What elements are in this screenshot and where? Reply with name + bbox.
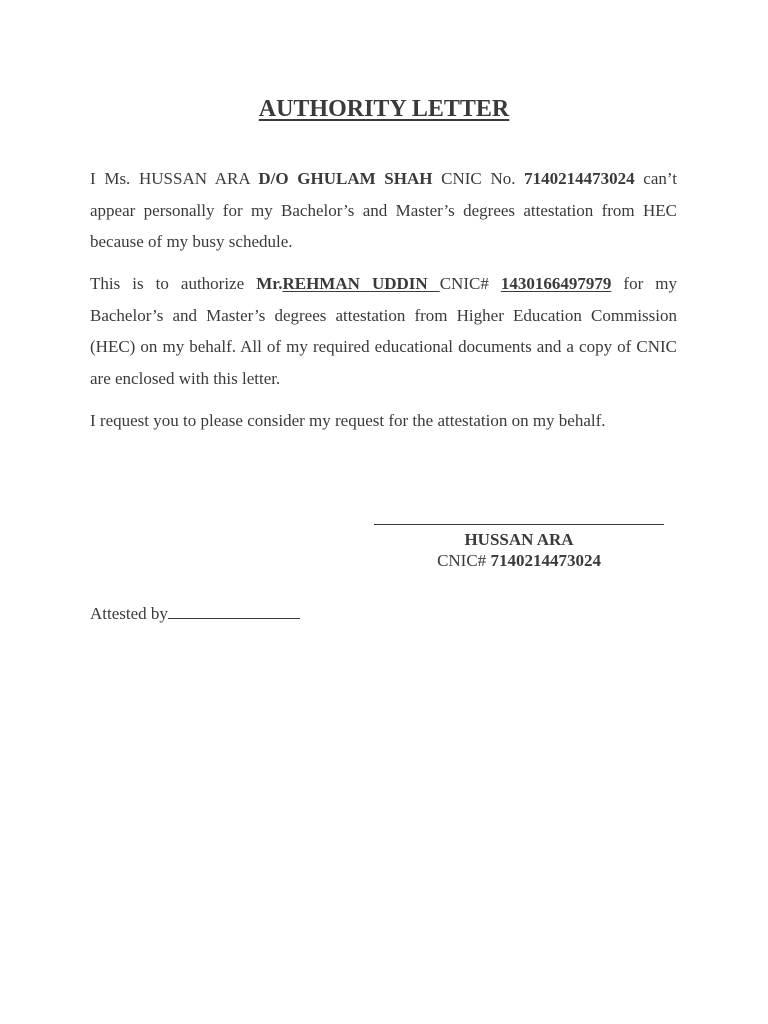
para1-text-3: can’t appear personally for my Bachelor’s and Master’s degrees attestation from HEC because of my busy schedule. <box>90 169 677 251</box>
para2-title: Mr. <box>256 274 283 293</box>
para1-text-2: CNIC No. <box>432 169 525 188</box>
attested-by-label: Attested by <box>90 604 168 623</box>
para2-authorized-cnic: 1430166497979 <box>500 274 612 293</box>
paragraph-declaration <box>90 163 677 258</box>
paragraph-authorization <box>90 268 677 394</box>
paragraph-request: I request you to please consider my request for the attestation on my behalf. <box>90 411 606 430</box>
para2-text-2: CNIC# <box>439 274 501 293</box>
attested-by <box>90 603 300 625</box>
para1-parentage: D/O GHULAM SHAH <box>258 169 433 188</box>
para2-text-1: This is to authorize <box>90 274 257 293</box>
para2-authorized-name: REHMAN UDDIN <box>282 274 440 293</box>
para1-text-1: I Ms. HUSSAN ARA <box>90 169 259 188</box>
attested-by-blank-line <box>168 604 300 619</box>
para1-cnic: 7140214473024 <box>524 169 635 188</box>
letter-title: AUTHORITY LETTER <box>258 96 510 122</box>
para2-text-3: for my Bachelor’s and Master’s degrees attestation from Higher Education Commission (HEC) on my behalf. All of my required educational documents and a copy of CNIC are enclosed with this letter. <box>90 274 677 388</box>
signatory-cnic-value: 7140214473024 <box>490 551 601 570</box>
signatory-cnic-label: CNIC# <box>437 551 491 570</box>
signatory-name: HUSSAN ARA <box>464 530 574 549</box>
signature-line <box>374 524 664 525</box>
signatory-cnic <box>374 550 664 571</box>
